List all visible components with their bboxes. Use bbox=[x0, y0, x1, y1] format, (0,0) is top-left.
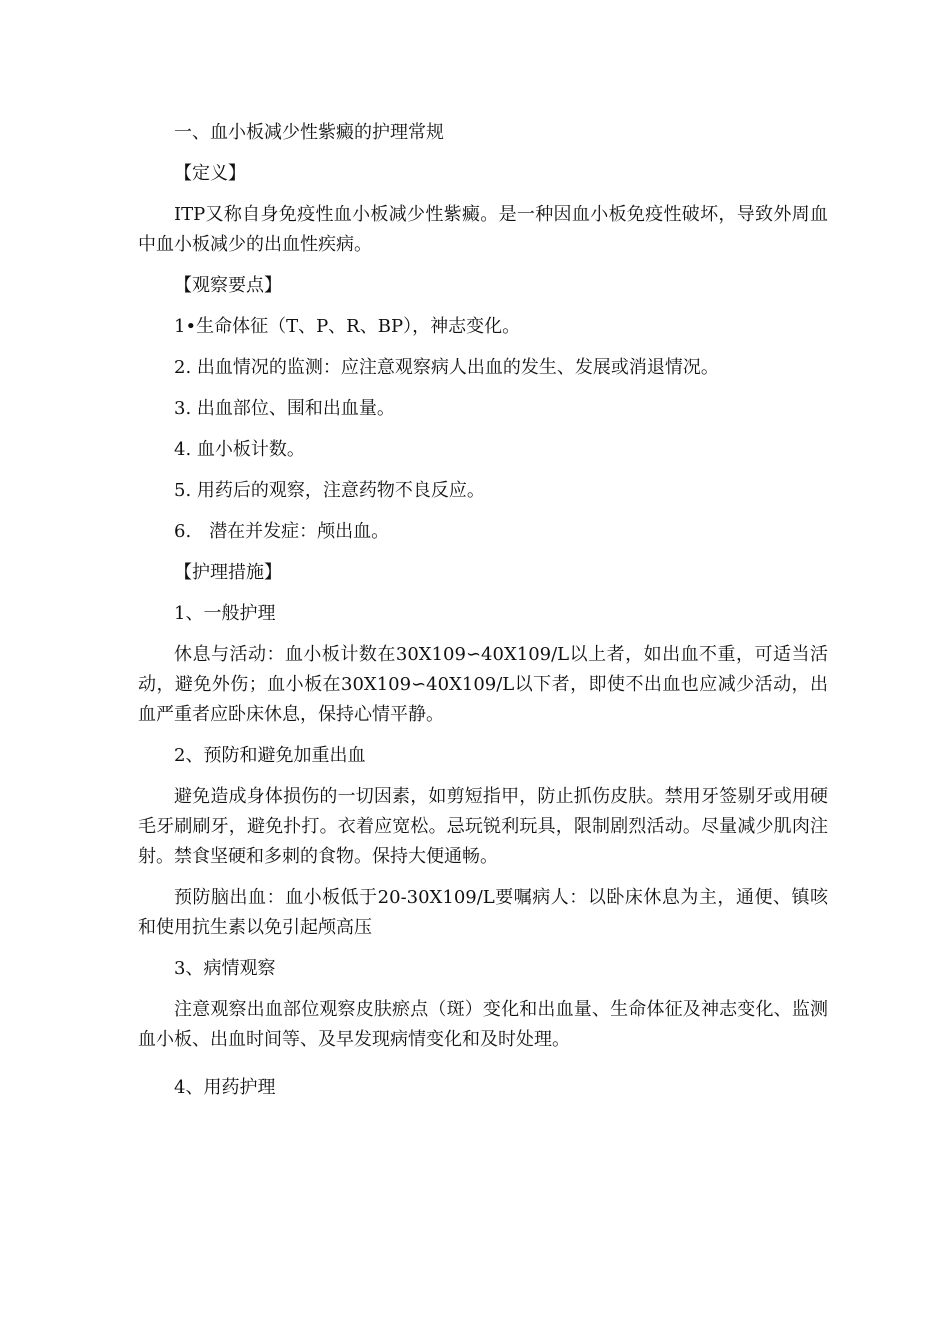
section-definition-heading: 【定义】 bbox=[174, 163, 246, 184]
care-subheading: 2、预防和避免加重出血 bbox=[174, 745, 366, 766]
document-page bbox=[138, 118, 828, 1103]
care-subheading: 3、病情观察 bbox=[174, 958, 276, 979]
observation-item: 6. 潜在并发症：颅出血。 bbox=[174, 521, 390, 542]
observation-item: 5. 用药后的观察，注意药物不良反应。 bbox=[174, 480, 485, 501]
definition-paragraph: ITP又称自身免疫性血小板减少性紫癜。是一种因血小板免疫性破坏，导致外周血中血小板减少的出血性疾病。 bbox=[138, 204, 828, 255]
care-paragraph: 注意观察出血部位观察皮肤瘀点（斑）变化和出血量、生命体征及神志变化、监测血小板、出血时间等、及早发现病情变化和及时处理。 bbox=[138, 999, 828, 1050]
observation-item: 3. 出血部位、围和出血量。 bbox=[174, 398, 395, 419]
care-paragraph: 避免造成身体损伤的一切因素，如剪短指甲，防止抓伤皮肤。禁用牙签剔牙或用硬毛牙刷刷牙，避免扑打。衣着应宽松。忌玩锐利玩具，限制剧烈活动。尽量减少肌肉注射。禁食坚硬和多刺的食物。保持大便通畅。 bbox=[138, 786, 828, 867]
care-paragraph: 预防脑出血：血小板低于20-30X109/L要嘱病人：以卧床休息为主，通便、镇咳和使用抗生素以免引起颅高压 bbox=[138, 887, 828, 938]
section-care-heading: 【护理措施】 bbox=[174, 562, 282, 583]
document-title: 一、血小板减少性紫癜的护理常规 bbox=[174, 122, 444, 143]
section-observation-heading: 【观察要点】 bbox=[174, 275, 282, 296]
care-subheading: 4、用药护理 bbox=[174, 1077, 276, 1098]
care-subheading: 1、一般护理 bbox=[174, 603, 276, 624]
observation-item: 2. 出血情况的监测：应注意观察病人出血的发生、发展或消退情况。 bbox=[174, 357, 719, 378]
observation-item: 1•生命体征（T、P、R、BP），神志变化。 bbox=[174, 316, 521, 337]
observation-item: 4. 血小板计数。 bbox=[174, 439, 305, 460]
care-paragraph: 休息与活动：血小板计数在30X109∽40X109/L以上者，如出血不重，可适当活动，避免外伤；血小板在30X109∽40X109/L以下者，即使不出血也应减少活动，出血严重者应卧床休息，保持心情平静。 bbox=[138, 644, 828, 725]
